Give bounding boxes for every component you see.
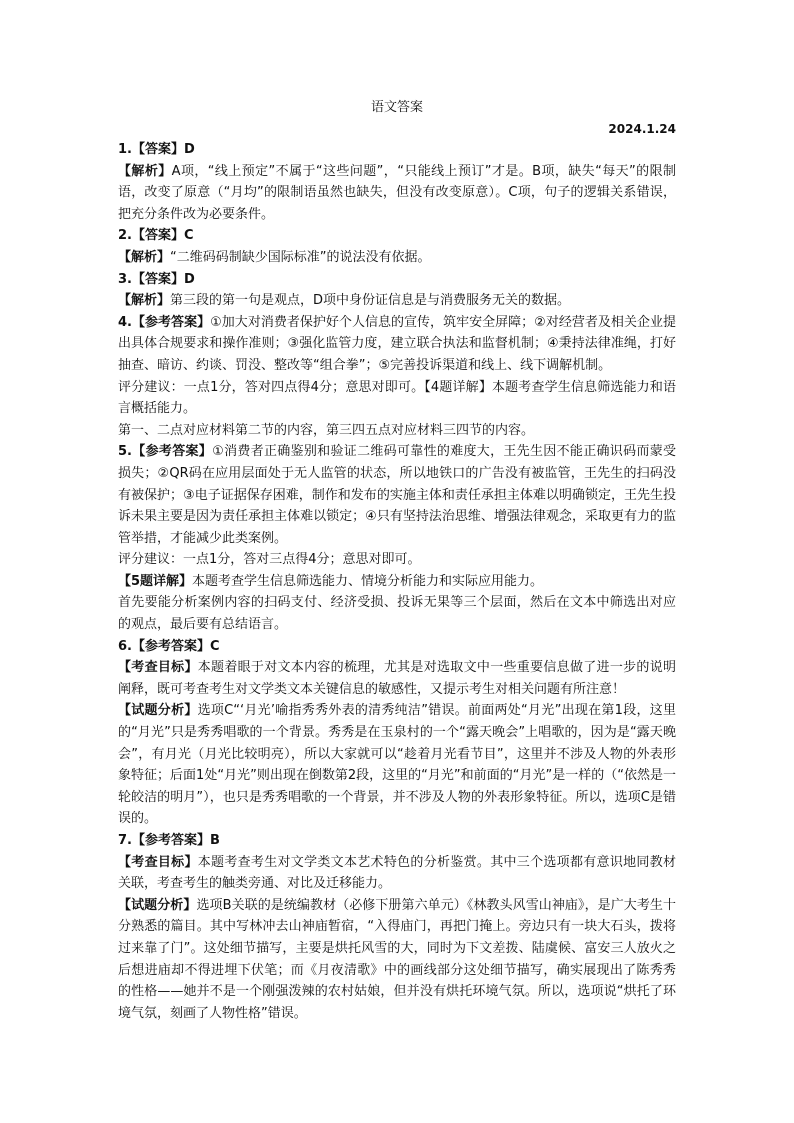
paragraph-text: A项，“线上预定”不属于“这些问题”，“只能线上预订”才是。B项，缺失“每天”的限制语，改变了原意（“月均”的限制语虽然也缺失，但没有改变原意）。C项，句子的逻辑关系错误，把充分条件改为必要条件。 [118, 163, 676, 222]
paragraph-label: 7.【参考答案】B [118, 833, 220, 848]
paragraph-label: 2.【答案】C [118, 228, 194, 244]
paragraph-label: 【试题分析】 [118, 897, 197, 913]
document-body [118, 139, 676, 1024]
answer-paragraph [118, 312, 676, 377]
paragraph-label: 【解析】 [118, 249, 171, 265]
paragraph-text: ①加大对消费者保护好个人信息的宣传，筑牢安全屏障；②对经营者及相关企业提出具体合规要求和操作准则；③强化监管力度，建立联合执法和监督机制；④秉持法律准绳，打好抽查、暗访、约谈、罚没、整改等“组合拳”；⑤完善投诉渠道和线上、线下调解机制。 [118, 314, 677, 373]
answer-paragraph [118, 657, 676, 700]
answer-paragraph [118, 247, 676, 269]
answer-paragraph [118, 636, 676, 658]
paragraph-text: 本题着眼于对文本内容的梳理，尤其是对选取文中一些重要信息做了进一步的说明阐释，既可考查考生对文学类文本关键信息的敏感性，又提示考生对相关问题有所注意！ [118, 660, 676, 697]
answer-paragraph [118, 269, 676, 291]
paragraph-label: 1.【答案】D [118, 142, 195, 157]
answer-paragraph [118, 852, 676, 895]
paragraph-text: 第三段的第一句是观点，D项中身份证信息是与消费服务无关的数据。 [170, 293, 571, 309]
answer-paragraph [118, 441, 676, 549]
answer-paragraph [118, 139, 676, 161]
paragraph-label: 【考查目标】 [118, 854, 198, 870]
answer-paragraph [118, 571, 676, 593]
paragraph-text: 选项C“‘月光’喻指秀秀外表的清秀纯洁”错误。前面两处“月光”出现在第1段，这里的“月光”只是秀秀唱歌的一个背景。秀秀是在玉泉村的一个“露天晚会”上唱歌的，因为是“露天晚会”，有月光（月光比较明亮），所以大家就可以“趁着月光看节目”，这里并不涉及人物的外表形象特征；后面1处“月光”则出现在倒数第2段，这里的“月光”和前面的“月光”是一样的（“依然是一轮皎洁的明月”），也只是秀秀唱歌的一个背景，并不涉及人物的外表形象特征。所以，选项C是错误的。 [118, 703, 676, 827]
paragraph-text: 本题考查学生信息筛选能力、情境分析能力和实际应用能力。 [192, 573, 544, 589]
answer-paragraph [118, 161, 676, 226]
answer-paragraph [118, 549, 676, 571]
paragraph-label: 5.【参考答案】 [118, 444, 213, 460]
answer-paragraph [118, 700, 676, 830]
paragraph-label: 【解析】 [118, 163, 172, 179]
answer-paragraph [118, 592, 676, 635]
page-title: 语文答案 [370, 100, 423, 115]
paragraph-text: ①消费者正确鉴别和验证二维码可靠性的难度大，王先生因不能正确识码而蒙受损失；②QR码在应用层面处于无人监管的状态，所以地铁口的广告没有被监管，王先生的扫码没有被保护；③电子证据保存困难，制作和发布的实施主体和责任承担主体难以明确锁定，王先生投诉未果主要是因为责任承担主体难以锁定；④只有坚持法治思维、增强法律观念，采取更有力的监管举措，才能减少此类案例。 [118, 444, 677, 546]
paragraph-label: 【试题分析】 [118, 703, 198, 719]
answer-paragraph [118, 290, 676, 312]
answer-paragraph [118, 225, 676, 247]
paragraph-text: “二维码码制缺少国际标准”的说法没有依据。 [170, 249, 431, 265]
paragraph-text: 选项B关联的是统编教材（必修下册第六单元）《林教头风雪山神庙》，是广大考生十分熟悉的篇目。其中写林冲去山神庙暂宿，“入得庙门，再把门掩上。旁边只有一块大石头，拨将过来靠了门”。这处细节描写，主要是烘托风雪的大，同时为下文差拨、陆虞候、富安三人放火之后想进庙却不得进埋下伏笔；而《月夜清歌》中的画线部分这处细节描写，确实展现出了陈秀秀的性格——她并不是一个刚强泼辣的农村姑娘，但并没有烘托环境气氛。所以，选项说“烘托了环境气氛，刻画了人物性格”错误。 [118, 897, 676, 1021]
document-date: 2024.1.24 [608, 122, 676, 136]
paragraph-text: 评分建议：一点1分，答对四点得4分；意思对即可。【4题详解】本题考查学生信息筛选能力和语言概括能力。 [118, 379, 676, 417]
paragraph-text: 第一、二点对应材料第二节的内容，第三四五点对应材料三四节的内容。 [118, 422, 535, 438]
paragraph-text: 首先要能分析案例内容的扫码支付、经济受损、投诉无果等三个层面，然后在文本中筛选出对应的观点，最后要有总结语言。 [118, 595, 676, 633]
paragraph-text: 评分建议：一点1分，答对三点得4分；意思对即可。 [118, 552, 421, 568]
answer-paragraph [118, 830, 676, 852]
answer-paragraph [118, 420, 676, 442]
paragraph-label: 【5题详解】 [118, 573, 193, 589]
paragraph-label: 3.【答案】D [118, 271, 195, 287]
paragraph-label: 4.【参考答案】 [118, 314, 211, 330]
paragraph-label: 6.【参考答案】C [118, 638, 220, 654]
paragraph-label: 【解析】 [118, 293, 171, 309]
answer-paragraph [118, 377, 676, 420]
paragraph-label: 【考查目标】 [118, 660, 198, 676]
paragraph-text: 本题考查考生对文学类文本艺术特色的分析鉴赏。其中三个选项都有意识地同教材关联，考查考生的触类旁通、对比及迁移能力。 [118, 854, 676, 892]
document-page [118, 97, 676, 1024]
answer-paragraph [118, 895, 676, 1025]
